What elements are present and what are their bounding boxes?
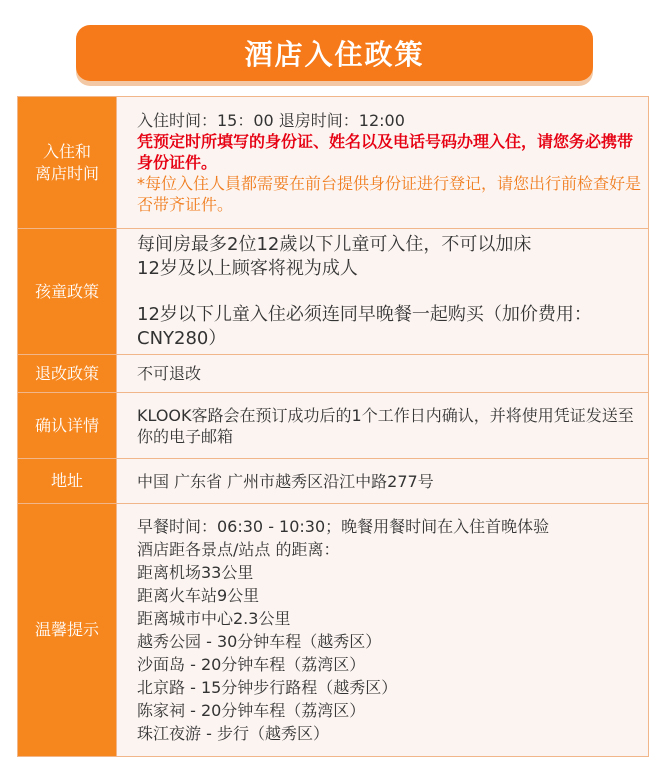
value-cancel: 不可退改 xyxy=(117,355,649,393)
label-tips: 温馨提示 xyxy=(18,504,117,757)
row-address xyxy=(18,459,649,504)
tip-line: 珠江夜游 - 步行（越秀区） xyxy=(137,724,329,743)
label-children: 孩童政策 xyxy=(18,229,117,355)
tip-line: 酒店距各景点/站点 的距离： xyxy=(137,540,340,559)
tip-line: 早餐时间：06:30 - 10:30；晚餐用餐时间在入住首晚体验 xyxy=(137,517,550,536)
label-cancel: 退改政策 xyxy=(18,355,117,393)
row-cancel xyxy=(18,355,649,393)
label-confirm: 确认详情 xyxy=(18,393,117,459)
value-confirm: KLOOK客路会在预订成功后的1个工作日内确认，并将使用凭证发送至你的电子邮箱 xyxy=(117,393,649,459)
tip-line: 距离城市中心2.3公里 xyxy=(137,609,291,628)
policy-table xyxy=(17,96,649,757)
value-address: 中国 广东省 广州市越秀区沿江中路277号 xyxy=(117,459,649,504)
value-checkin xyxy=(117,97,649,229)
row-children xyxy=(18,229,649,355)
tip-line: 越秀公园 - 30分钟车程（越秀区） xyxy=(137,632,382,651)
value-tips xyxy=(117,504,649,757)
row-checkin xyxy=(18,97,649,229)
row-confirm xyxy=(18,393,649,459)
tip-line: 距离机场33公里 xyxy=(137,563,254,582)
tip-line: 距离火车站9公里 xyxy=(137,586,260,605)
page-title: 酒店入住政策 xyxy=(244,38,425,71)
checkin-time: 入住时间：15：00 退房时间：12:00 xyxy=(137,111,405,130)
label-address: 地址 xyxy=(18,459,117,504)
row-tips xyxy=(18,504,649,757)
tip-line: 陈家祠 - 20分钟车程（荔湾区） xyxy=(137,701,366,720)
id-required-note: 凭预定时所填写的身份证、姓名以及电话号码办理入住，请您务必携带身份证件。 xyxy=(137,132,634,172)
label-checkin: 入住和 离店时间 xyxy=(18,97,117,229)
tip-line: 北京路 - 15分钟步行路程（越秀区） xyxy=(137,678,398,697)
tip-line: 沙面岛 - 20分钟车程（荔湾区） xyxy=(137,655,366,674)
value-children: 每间房最多2位12歲以下儿童可入住，不可以加床 12岁及以上顾客将视为成人 12岁以下儿童入住必须连同早晚餐一起购买（加价费用：CNY280） xyxy=(117,229,649,355)
registration-note: *每位入住人員都需要在前台提供身份证进行登记，请您出行前检查好是否带齐证件。 xyxy=(137,174,642,214)
title-banner xyxy=(76,25,593,81)
